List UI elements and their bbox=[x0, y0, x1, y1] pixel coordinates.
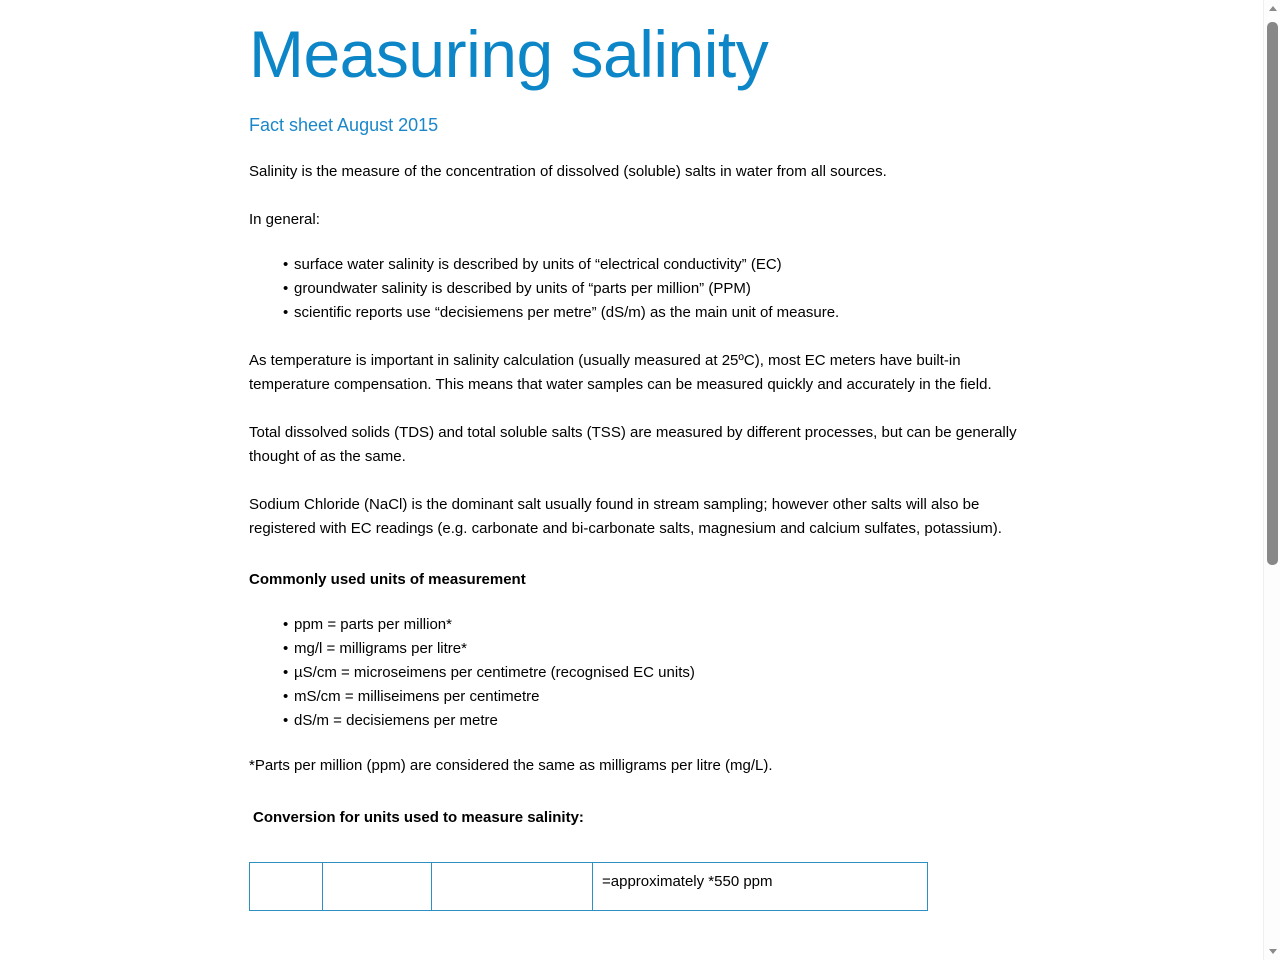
list-item: • µS/cm = microseimens per centimetre (recognised EC units) bbox=[249, 661, 1039, 685]
scrollbar-thumb[interactable] bbox=[1267, 22, 1278, 565]
list-item: • mS/cm = milliseimens per centimetre bbox=[249, 685, 1039, 709]
scroll-down-button[interactable] bbox=[1264, 943, 1280, 960]
units-list bbox=[249, 592, 1039, 733]
triangle-down-icon bbox=[1269, 949, 1277, 954]
temperature-paragraph: As temperature is important in salinity calculation (usually measured at 25ºC), most EC meters have built-in temperature compensation. This means that water samples can be measured quickly and accurately in the field. bbox=[249, 352, 992, 393]
list-item: • mg/l = milligrams per litre* bbox=[249, 637, 1039, 661]
vertical-scrollbar[interactable] bbox=[1263, 0, 1280, 960]
scroll-up-button[interactable] bbox=[1264, 0, 1280, 17]
general-points-list bbox=[249, 232, 1039, 325]
conversion-table bbox=[249, 862, 928, 911]
table-row bbox=[250, 863, 928, 911]
units-heading: Commonly used units of measurement bbox=[249, 571, 526, 588]
list-item: • ppm = parts per million* bbox=[249, 613, 1039, 637]
document-content bbox=[249, 0, 1039, 911]
triangle-up-icon bbox=[1269, 6, 1277, 11]
list-item: • scientific reports use “decisiemens per metre” (dS/m) as the main unit of measure. bbox=[249, 301, 1039, 325]
tds-paragraph: Total dissolved solids (TDS) and total soluble salts (TSS) are measured by different processes, but can be generally thought of as the same. bbox=[249, 424, 1017, 465]
table-cell bbox=[250, 863, 323, 911]
page-title: Measuring salinity bbox=[249, 17, 769, 91]
table-cell: =approximately *550 ppm bbox=[593, 863, 928, 911]
document-subtitle: Fact sheet August 2015 bbox=[249, 115, 439, 135]
list-item: • groundwater salinity is described by units of “parts per million” (PPM) bbox=[249, 277, 1039, 301]
sodium-chloride-paragraph: Sodium Chloride (NaCl) is the dominant salt usually found in stream sampling; however other salts will also be registered with EC readings (e.g. carbonate and bi-carbonate salts, magnesium and calcium sulfates, potassium). bbox=[249, 496, 1002, 537]
intro-paragraph: Salinity is the measure of the concentration of dissolved (soluble) salts in water from all sources. bbox=[249, 163, 887, 180]
in-general-label: In general: bbox=[249, 211, 320, 228]
conversion-heading: Conversion for units used to measure salinity: bbox=[253, 809, 584, 826]
table-cell bbox=[323, 863, 432, 911]
footnote-paragraph: *Parts per million (ppm) are considered the same as milligrams per litre (mg/L). bbox=[249, 757, 773, 774]
list-item: • surface water salinity is described by units of “electrical conductivity” (EC) bbox=[249, 253, 1039, 277]
table-cell bbox=[432, 863, 593, 911]
list-item: • dS/m = decisiemens per metre bbox=[249, 709, 1039, 733]
